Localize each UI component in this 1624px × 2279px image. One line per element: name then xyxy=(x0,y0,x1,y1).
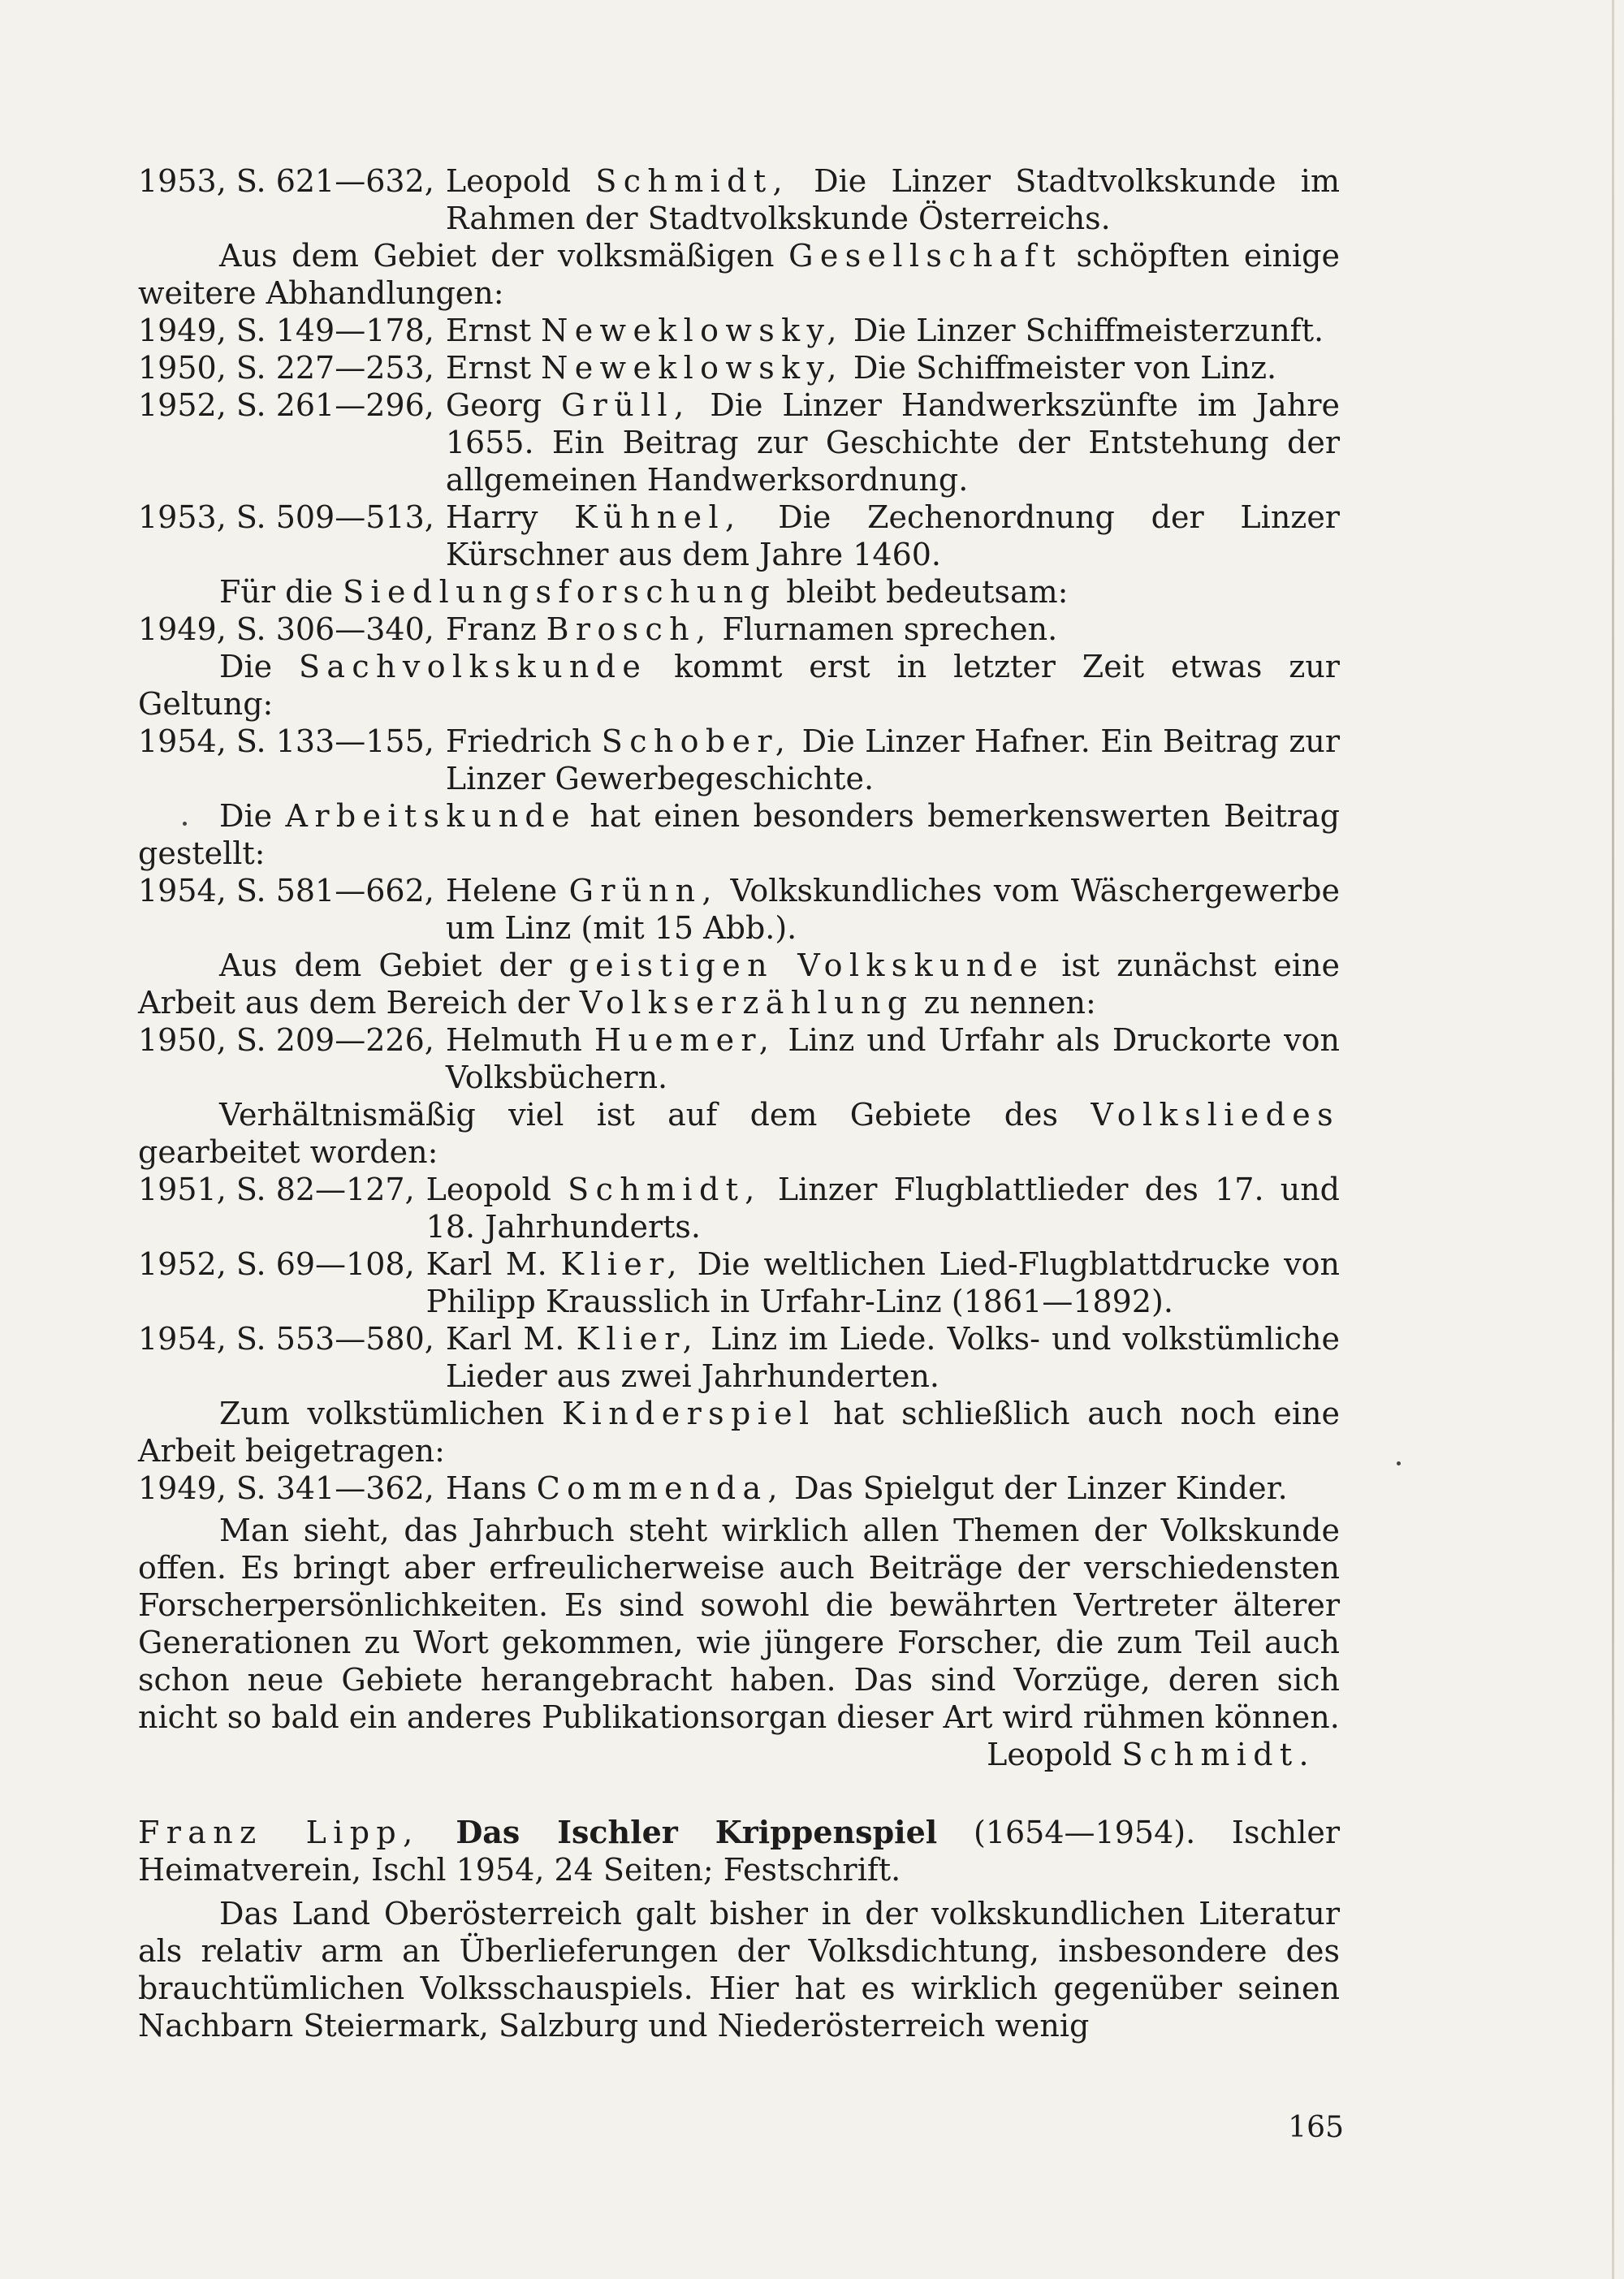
author-surname: Kühnel, xyxy=(574,499,742,535)
section-intro: Für die Siedlungsforschung bleibt bedeutsam: xyxy=(219,574,1069,610)
bibliography-entry xyxy=(138,1171,1340,1245)
citation: 1952, S. 261—296, xyxy=(138,387,434,423)
bibliography-entry xyxy=(138,1021,1340,1096)
citation: 1949, S. 306—340, xyxy=(138,611,434,647)
author-surname: Brosch, xyxy=(546,611,713,647)
review-author: Franz Lipp, xyxy=(138,1815,420,1850)
entry-text xyxy=(446,349,1340,386)
document-page xyxy=(138,162,1340,2044)
author-surname: Grünn, xyxy=(568,873,719,909)
section-intro: Die Sachvolkskunde kommt erst in letzter Zeit etwas zur Geltung: xyxy=(138,649,1340,722)
citation: 1950, S. 209—226, xyxy=(138,1022,434,1058)
article-title: Linz im Liede. Volks- und volkstümliche Lieder aus zwei Jahrhunderten. xyxy=(445,1321,1340,1394)
section-intro: Die Arbeitskunde hat einen besonders bemerkenswerten Beitrag gestellt: xyxy=(138,798,1340,871)
author-first: Friedrich xyxy=(445,723,592,759)
author-surname: Schmidt, xyxy=(595,163,789,199)
article-title: Die weltlichen Lied-Flugblattdrucke von Philipp Krausslich in Urfahr-Linz (1861—1892). xyxy=(425,1246,1340,1319)
article-title: Die Linzer Stadtvolkskunde im Rahmen der Stadtvolkskunde Österreichs. xyxy=(445,163,1340,236)
author-surname: Schober, xyxy=(601,723,793,759)
citation: 1952, S. 69—108, xyxy=(138,1246,415,1282)
entry-text xyxy=(446,312,1340,349)
entry-text xyxy=(446,499,1340,573)
bibliography-entry xyxy=(138,349,1340,386)
review-body: Das Land Oberösterreich galt bisher in der volkskundlichen Literatur als relativ arm an Überlieferungen der Volksdichtung, insbesondere des brauchtümlichen Volksschauspiels. Hier hat es wirklich gegenüber seinen Nachbarn Steiermark, Salzburg und Niederösterreich wenig xyxy=(138,1896,1340,2044)
article-title: Die Linzer Hafner. Ein Beitrag zur Linzer Gewerbegeschichte. xyxy=(445,723,1340,796)
article-title: Die Zechenordnung der Linzer Kürschner aus dem Jahre 1460. xyxy=(445,499,1340,572)
bibliography-entry xyxy=(138,1470,1340,1507)
bibliography-section xyxy=(138,162,1340,1507)
reviewer-signature: Leopold Schmidt. xyxy=(987,1737,1315,1772)
entry-text xyxy=(446,723,1340,797)
author-surname: Schmidt, xyxy=(568,1172,762,1207)
entry-text xyxy=(426,1245,1340,1320)
author-first: Karl M. xyxy=(425,1246,547,1282)
author-first: Leopold xyxy=(425,1172,551,1207)
author-first: Hans xyxy=(445,1470,527,1506)
entry-text xyxy=(446,162,1340,237)
article-title: Das Spielgut der Linzer Kinder. xyxy=(794,1470,1288,1506)
review-details: (1654—1954). Ischler Heimatverein, Ischl 1954, 24 Seiten; Festschrift. xyxy=(138,1815,1341,1888)
author-surname: Commenda, xyxy=(536,1470,784,1506)
bibliography-entry xyxy=(138,1245,1340,1320)
author-surname: Neweklowsky, xyxy=(541,350,844,386)
author-first: Ernst xyxy=(445,313,531,348)
author-surname: Klier, xyxy=(560,1246,684,1282)
bibliography-entry xyxy=(138,872,1340,947)
author-first: Ernst xyxy=(445,350,531,386)
entry-text xyxy=(426,1171,1340,1245)
author-first: Harry xyxy=(445,499,538,535)
entry-text xyxy=(446,1470,1340,1507)
section-intro: Verhältnismäßig viel ist auf dem Gebiete des Volksliedes gearbeitet worden: xyxy=(138,1097,1340,1170)
bibliography-entry xyxy=(138,312,1340,349)
article-title: Volkskundliches vom Wäschergewerbe um Linz (mit 15 Abb.). xyxy=(445,873,1340,946)
author-surname: Huemer, xyxy=(594,1022,776,1058)
closing-text: Man sieht, das Jahrbuch steht wirklich allen Themen der Volkskunde offen. Es bringt aber erfreulicherweise auch Beiträge der verschiedensten Forscherpersönlichkeiten. Es sind sowohl die bewährten Vertreter älterer Generationen zu Wort gekommen, wie jüngere Forscher, die zum Teil auch schon neue Gebiete herangebracht haben. Das sind Vorzüge, deren sich nicht so bald ein anderes Publikationsorgan dieser Art wird rühmen können. xyxy=(138,1513,1340,1735)
scan-edge-line xyxy=(1612,0,1614,2279)
author-first: Karl M. xyxy=(445,1321,565,1357)
article-title: Die Linzer Handwerkszünfte im Jahre 1655. Ein Beitrag zur Geschichte der Entstehung der allgemeinen Handwerksordnung. xyxy=(445,387,1340,498)
author-surname: Neweklowsky, xyxy=(541,313,844,348)
author-first: Georg xyxy=(445,387,542,423)
citation: 1953, S. 621—632, xyxy=(138,163,434,199)
bibliography-entry xyxy=(138,1320,1340,1395)
article-title: Die Schiffmeister von Linz. xyxy=(853,350,1277,386)
signature-line xyxy=(138,1736,1340,1773)
author-surname: Grüll, xyxy=(560,387,691,423)
author-first: Helene xyxy=(445,873,558,909)
entry-text xyxy=(446,386,1340,499)
closing-paragraph xyxy=(138,1512,1340,1736)
bibliography-entry xyxy=(138,162,1340,237)
author-surname: Klier, xyxy=(576,1321,700,1357)
citation: 1954, S. 581—662, xyxy=(138,873,434,909)
bibliography-entry xyxy=(138,723,1340,797)
article-title: Linzer Flugblattlieder des 17. und 18. Jahrhunderts. xyxy=(425,1172,1340,1245)
article-title: Linz und Urfahr als Druckorte von Volksbüchern. xyxy=(445,1022,1340,1095)
entry-text xyxy=(446,872,1340,947)
author-first: Leopold xyxy=(445,163,572,199)
section-intro: Zum volkstümlichen Kinderspiel hat schließlich auch noch eine Arbeit beigetragen: xyxy=(138,1396,1340,1469)
bibliography-entry xyxy=(138,499,1340,573)
review-title: Das Ischler Krippenspiel xyxy=(456,1814,938,1850)
article-title: Flurnamen sprechen. xyxy=(722,611,1058,647)
citation: 1953, S. 509—513, xyxy=(138,499,434,535)
page-number: 165 xyxy=(1288,2111,1344,2144)
entry-text xyxy=(446,1021,1340,1096)
citation: 1949, S. 149—178, xyxy=(138,313,434,348)
section-intro: Aus dem Gebiet der geistigen Volkskunde ist zunächst eine Arbeit aus dem Bereich der Volkserzählung zu nennen: xyxy=(138,947,1340,1021)
section-intro: Aus dem Gebiet der volksmäßigen Gesellschaft schöpften einige weitere Abhandlungen: xyxy=(138,238,1340,311)
review-entry xyxy=(138,1814,1340,1888)
author-first: Franz xyxy=(445,611,537,647)
article-title: Die Linzer Schiffmeisterzunft. xyxy=(853,313,1324,348)
author-first: Helmuth xyxy=(445,1022,582,1058)
citation: 1954, S. 553—580, xyxy=(138,1321,434,1357)
citation: 1951, S. 82—127, xyxy=(138,1172,415,1207)
citation: 1949, S. 341—362, xyxy=(138,1470,434,1506)
entry-text xyxy=(446,1320,1340,1395)
citation: 1950, S. 227—253, xyxy=(138,350,434,386)
bibliography-entry xyxy=(138,386,1340,499)
bibliography-entry xyxy=(138,611,1340,648)
citation: 1954, S. 133—155, xyxy=(138,723,434,759)
entry-text xyxy=(446,611,1340,648)
scan-speck xyxy=(1397,1461,1401,1465)
